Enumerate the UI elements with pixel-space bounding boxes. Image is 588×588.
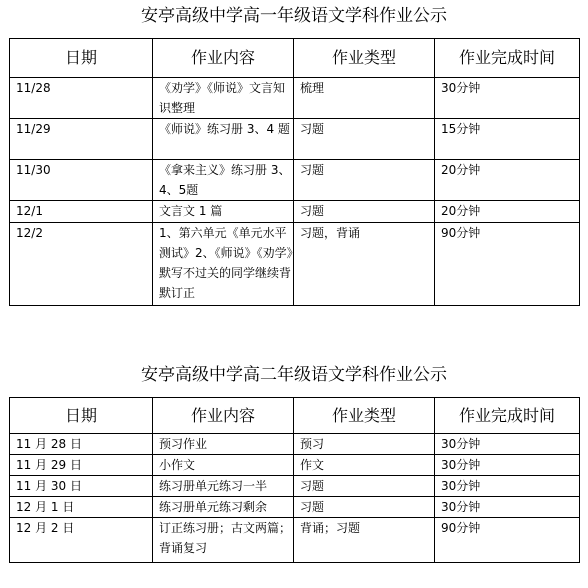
header-date: 日期: [10, 39, 153, 78]
type-cell: 习题: [294, 119, 435, 160]
time-cell: 15分钟: [435, 119, 580, 160]
date-cell: 11/30: [10, 160, 153, 201]
header-content: 作业内容: [153, 398, 294, 434]
type-cell: 习题，背诵: [294, 223, 435, 306]
grade11-title: 安亭高级中学高二年级语文学科作业公示: [141, 365, 447, 385]
table-header-row: [10, 398, 580, 434]
content-cell: 小作文: [153, 455, 294, 476]
grade11-homework-table: [9, 397, 580, 563]
table-row: [10, 160, 580, 201]
header-type: 作业类型: [294, 39, 435, 78]
table-row: [10, 476, 580, 497]
time-cell: 90分钟: [435, 223, 580, 306]
type-cell: 预习: [294, 434, 435, 455]
header-time: 作业完成时间: [435, 398, 580, 434]
table-row: [10, 78, 580, 119]
grade10-homework-table: [9, 38, 580, 306]
date-cell: 11 月 30 日: [10, 476, 153, 497]
time-cell: 30分钟: [435, 497, 580, 518]
date-cell: 12/2: [10, 223, 153, 306]
content-cell: 订正练习册；古文两篇；背诵复习: [153, 518, 294, 563]
content-cell: 文言文 1 篇: [153, 201, 294, 223]
date-cell: 11/29: [10, 119, 153, 160]
content-cell: 练习册单元练习一半: [153, 476, 294, 497]
table-row: [10, 201, 580, 223]
time-cell: 20分钟: [435, 201, 580, 223]
type-cell: 习题: [294, 160, 435, 201]
date-cell: 12 月 1 日: [10, 497, 153, 518]
date-cell: 12/1: [10, 201, 153, 223]
time-cell: 30分钟: [435, 455, 580, 476]
type-cell: 习题: [294, 497, 435, 518]
type-cell: 背诵；习题: [294, 518, 435, 563]
time-cell: 30分钟: [435, 78, 580, 119]
time-cell: 30分钟: [435, 434, 580, 455]
header-type: 作业类型: [294, 398, 435, 434]
table-row: [10, 434, 580, 455]
content-cell: 《劝学》《师说》文言知识整理: [153, 78, 294, 119]
table-row: [10, 497, 580, 518]
table-header-row: [10, 39, 580, 78]
table-row: [10, 455, 580, 476]
table-row: [10, 518, 580, 563]
time-cell: 30分钟: [435, 476, 580, 497]
content-cell: 预习作业: [153, 434, 294, 455]
content-cell: 练习册单元练习剩余: [153, 497, 294, 518]
header-time: 作业完成时间: [435, 39, 580, 78]
date-cell: 11 月 28 日: [10, 434, 153, 455]
time-cell: 90分钟: [435, 518, 580, 563]
type-cell: 作文: [294, 455, 435, 476]
type-cell: 梳理: [294, 78, 435, 119]
date-cell: 11 月 29 日: [10, 455, 153, 476]
date-cell: 11/28: [10, 78, 153, 119]
content-cell: 《拿来主义》练习册 3、4、5题: [153, 160, 294, 201]
date-cell: 12 月 2 日: [10, 518, 153, 563]
type-cell: 习题: [294, 476, 435, 497]
table-row: [10, 119, 580, 160]
content-cell: 1、第六单元《单元水平测试》2、《师说》《劝学》默写不过关的同学继续背默订正: [153, 223, 294, 306]
grade10-title: 安亭高级中学高一年级语文学科作业公示: [141, 6, 447, 26]
table-row: [10, 223, 580, 306]
content-cell: 《师说》练习册 3、4 题: [153, 119, 294, 160]
time-cell: 20分钟: [435, 160, 580, 201]
type-cell: 习题: [294, 201, 435, 223]
header-date: 日期: [10, 398, 153, 434]
header-content: 作业内容: [153, 39, 294, 78]
